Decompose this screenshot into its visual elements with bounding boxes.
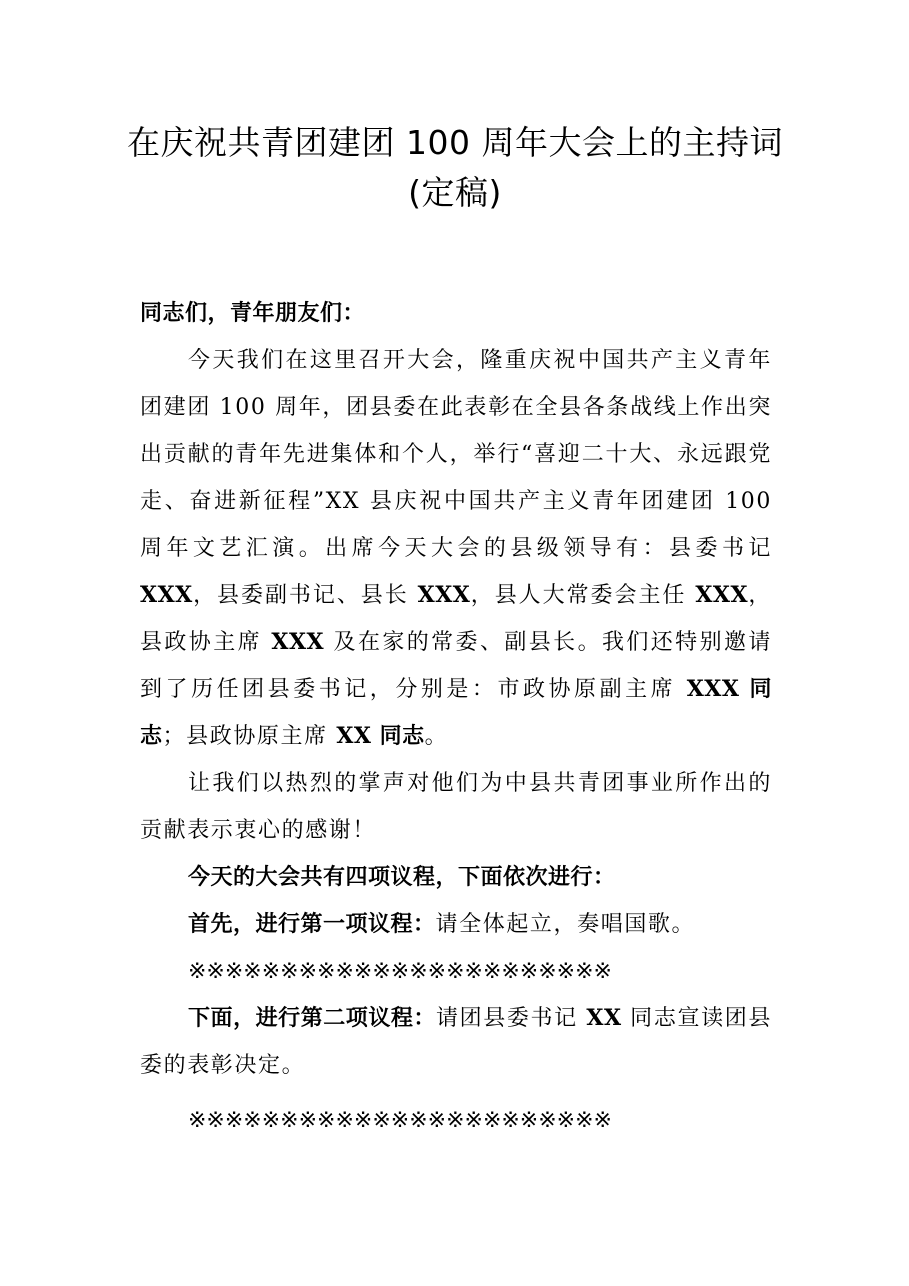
name-former-chair: XX 同志 [336,723,425,749]
name-county-head: XXX [417,582,471,608]
paragraph-opening [140,337,772,760]
paragraph-agenda-item-1 [140,901,772,948]
opening-text-2: ，县委副书记、县长 [192,583,418,608]
separator-line-2: ※※※※※※※※※※※※※※※※※※※※※※※ [188,1108,612,1133]
document-body [140,290,772,1144]
agenda-item-2-name: XX [586,1005,622,1031]
name-county-secretary: XXX [140,582,193,608]
agenda-item-1-label: 首先，进行第一项议程： [188,911,436,937]
opening-text-7: 。 [424,724,449,749]
opening-text-5: 及在家的常委、副县长。我们还特别邀请到了历任团县委书记，分别是：市政协原副主席 [140,630,772,702]
name-congress-director: XXX [695,582,749,608]
opening-text-6: ；县政协原主席 [162,724,337,749]
paragraph-agenda-intro: 今天的大会共有四项议程，下面依次进行： [188,864,616,890]
opening-text-1: 今天我们在这里召开大会，隆重庆祝中国共产主义青年团建团 100 周年，团县委在此表彰在全县各条战线上作出突出贡献的青年先进集体和个人，举行“喜迎二十大、永远跟党走、奋进新征程”XX 县庆祝中国共产主义青年团建团 100 周年文艺汇演。出席今天大会的县级领导有：县委书记 [140,348,772,561]
paragraph-agenda-item-2 [140,995,772,1089]
agenda-item-2-text-2: 同志宣读团县委的表彰决定。 [140,1006,772,1078]
opening-text-3: ，县人大常委会主任 [470,583,696,608]
salutation: 同志们，青年朋友们： [140,300,366,326]
document-title: 在庆祝共青团建团 100 周年大会上的主持词(定稿) [127,123,783,212]
name-former-vice-chair: XXX 同志 [140,676,772,749]
agenda-item-2-text-1: 请团县委书记 [435,1006,587,1031]
separator-line-1: ※※※※※※※※※※※※※※※※※※※※※※※ [188,959,612,984]
agenda-item-1-text: 请全体起立，奏唱国歌。 [435,912,696,937]
name-cppcc-chair: XXX [271,629,325,655]
agenda-item-2-label: 下面，进行第二项议程： [188,1005,436,1031]
paragraph-thanks: 让我们以热烈的掌声对他们为中县共青团事业所作出的贡献表示衷心的感谢！ [140,771,772,843]
opening-text-4: ，县政协主席 [140,583,772,655]
